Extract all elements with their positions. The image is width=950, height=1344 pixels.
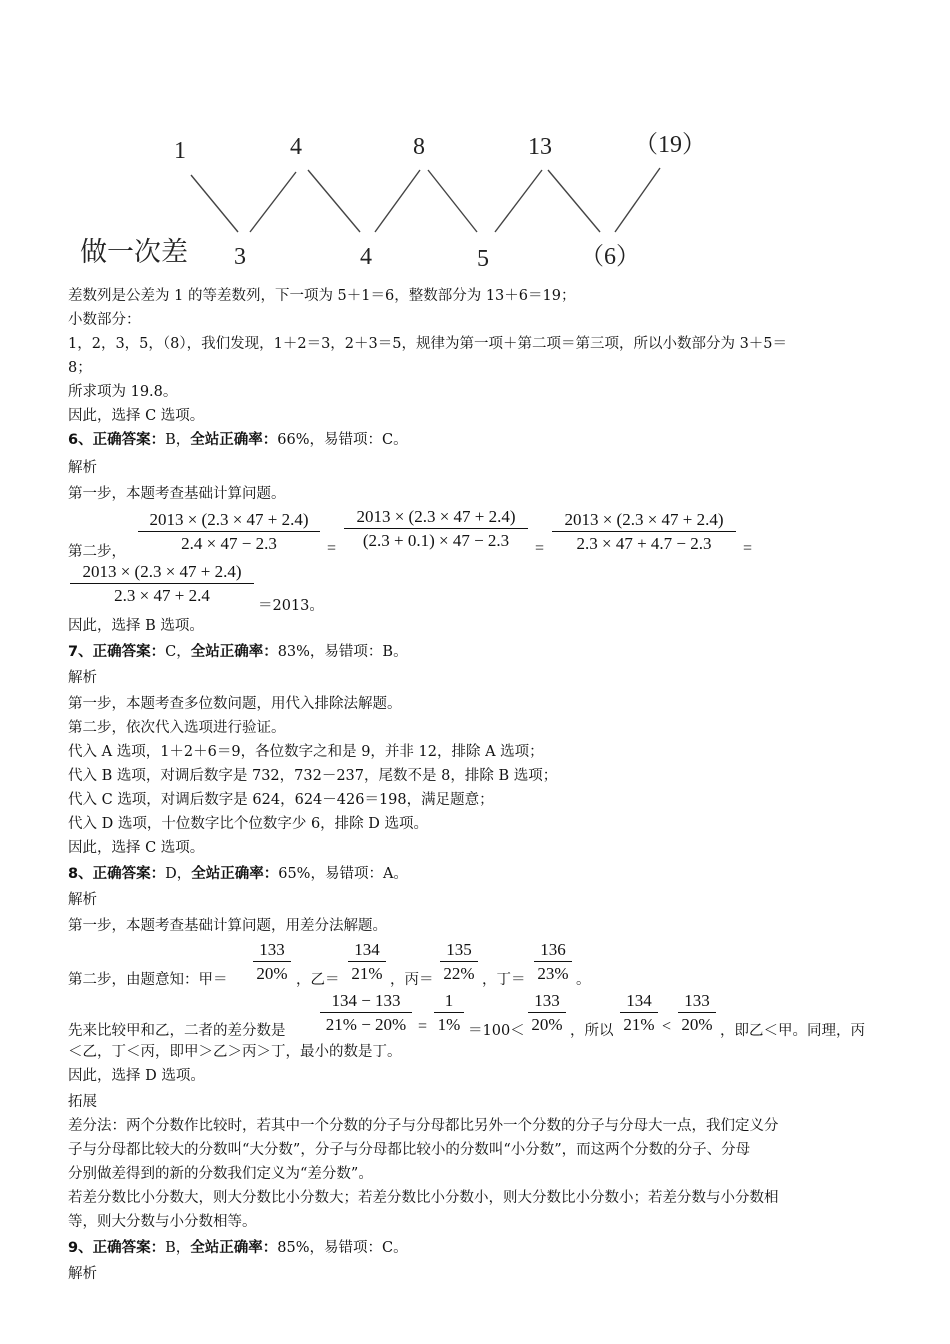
seq-top-5: （19） <box>634 132 706 158</box>
text-line: ，乙＝ <box>296 972 340 988</box>
seq-diff-1: 3 <box>234 244 246 270</box>
text-line: 代入 D 选项，十位数字比个位数字少 6，排除 D 选项。 <box>68 816 429 832</box>
fraction-ding <box>534 940 572 984</box>
text-line: ，即乙＜甲。同理，丙 <box>720 1023 865 1039</box>
fraction-numerator: 2013 × (2.3 × 47 + 2.4) <box>356 507 516 526</box>
analysis-heading: 解析 <box>68 670 97 686</box>
seq-top-2: 4 <box>290 134 302 160</box>
fraction-denominator: 2.4 × 47 − 2.3 <box>181 534 277 553</box>
seq-diff-3: 5 <box>477 246 489 272</box>
rate-value: 66%，易错项：C。 <box>277 432 408 448</box>
text-line: 分别做差得到的新的分数我们定义为“差分数”。 <box>68 1166 373 1182</box>
text-line: 。 <box>576 972 591 988</box>
text-line: 小数部分： <box>68 312 141 328</box>
fraction-yi <box>348 940 386 984</box>
difference-fraction <box>320 991 412 1035</box>
fraction-one-percent <box>434 991 464 1035</box>
q9-number: 9、 <box>68 1240 93 1256</box>
text-line: ，所以 <box>570 1023 614 1039</box>
rate-value: 65%，易错项：A。 <box>278 866 408 882</box>
q8-number: 8、 <box>68 866 93 882</box>
q7-number: 7、 <box>68 644 93 660</box>
text-line: 1，2，3，5，（8），我们发现，1＋2＝3，2＋3＝5，规律为第一项＋第二项＝第三项，所以小数部分为 3＋5＝ <box>68 336 788 352</box>
rate-label: 全站正确率： <box>191 866 279 882</box>
answer-label: 正确答案： <box>92 1240 166 1256</box>
difference-sequence-figure <box>70 120 730 280</box>
fraction-numerator: 133 <box>684 991 710 1010</box>
text-line: 代入 C 选项，对调后数字是 624，624－426＝198，满足题意； <box>68 792 494 808</box>
figure-label: 做一次差 <box>80 237 188 268</box>
fraction-denominator: 1% <box>437 1015 461 1034</box>
equals-sign: = <box>418 1018 428 1035</box>
answer-value: B， <box>165 1240 191 1256</box>
fraction-denominator: 2.3 × 47 + 4.7 − 2.3 <box>576 534 712 553</box>
connector-line <box>308 170 360 232</box>
answer-value: D， <box>165 866 192 882</box>
text-line: 所求项为 19.8。 <box>68 384 178 400</box>
text-line: 第二步，依次代入选项进行验证。 <box>68 720 286 736</box>
analysis-heading: 解析 <box>68 1266 97 1282</box>
fraction-jia-compare <box>528 991 566 1035</box>
fraction-numerator: 133 <box>534 991 560 1010</box>
seq-diff-2: 4 <box>360 244 372 270</box>
analysis-heading: 解析 <box>68 460 97 476</box>
fraction-denominator: 2.3 × 47 + 2.4 <box>114 586 210 605</box>
q6-number: 6、 <box>68 432 93 448</box>
connector-line <box>615 168 660 232</box>
connector-line <box>191 175 238 232</box>
seq-diff-4: （6） <box>580 244 640 270</box>
fraction-denominator: 22% <box>443 964 475 983</box>
text-line: 第二步， <box>68 544 126 560</box>
fraction-denominator: 20% <box>531 1015 563 1034</box>
rate-value: 85%，易错项：C。 <box>277 1240 408 1256</box>
rate-value: 83%，易错项：B。 <box>277 644 408 660</box>
text-line: 若差分数比小分数大，则大分数比小分数大；若差分数比小分数小，则大分数比小分数小；若差分数与小分数相 <box>68 1190 779 1206</box>
fraction-numerator: 134 <box>354 940 380 959</box>
fraction-yi-compare <box>620 991 658 1035</box>
answer-value: C， <box>165 644 191 660</box>
rate-label: 全站正确率： <box>190 644 278 660</box>
answer-label: 正确答案： <box>92 866 166 882</box>
fraction-numerator: 2013 × (2.3 × 47 + 2.4) <box>149 510 309 529</box>
connector-line <box>375 170 420 232</box>
fraction-4 <box>70 562 254 606</box>
text-line: 子与分母都比较大的分数叫“大分数”，分子与分母都比较小的分数叫“小分数”，而这两个分数的分子、分母 <box>68 1142 751 1158</box>
text-line: 差分法：两个分数作比较时，若其中一个分数的分子与分母都比另外一个分数的分子与分母大一点，我们定义分 <box>68 1118 779 1134</box>
extension-heading: 拓展 <box>68 1094 97 1110</box>
text-line: 8； <box>68 360 92 376</box>
seq-top-3: 8 <box>413 134 425 160</box>
text-line: 第一步，本题考查基础计算问题，用差分法解题。 <box>68 918 387 934</box>
fraction-numerator: 136 <box>540 940 566 959</box>
answer-label: 正确答案： <box>92 644 166 660</box>
answer-value: B， <box>165 432 191 448</box>
fraction-2 <box>344 507 528 551</box>
q8-header <box>68 865 408 883</box>
fraction-denominator: (2.3 + 0.1) × 47 − 2.3 <box>362 531 510 550</box>
text-line: 代入 B 选项，对调后数字是 732，732－237，尾数不是 8，排除 B 选项； <box>68 768 558 784</box>
fraction-numerator: 133 <box>259 940 285 959</box>
seq-top-4: 13 <box>528 134 552 160</box>
rate-label: 全站正确率： <box>190 1240 278 1256</box>
text-line: 先来比较甲和乙，二者的差分数是 <box>68 1023 286 1039</box>
connector-line <box>250 172 296 232</box>
q6-header <box>68 431 408 449</box>
fraction-1 <box>138 510 320 554</box>
text-line: 第二步，由题意知：甲＝ <box>68 972 228 988</box>
connector-line <box>495 170 542 232</box>
text-line: 第一步，本题考查多位数问题，用代入排除法解题。 <box>68 696 402 712</box>
text-line: 因此，选择 C 选项。 <box>68 408 205 424</box>
equals-sign: = <box>535 540 545 557</box>
fraction-denominator: 20% <box>681 1015 713 1034</box>
q9-header <box>68 1239 408 1257</box>
result-text: ＝2013。 <box>258 598 324 614</box>
text-line: ＝100＜ <box>468 1023 525 1039</box>
text-line: 差数列是公差为 1 的等差数列，下一项为 5＋1＝6，整数部分为 13＋6＝19； <box>68 288 576 304</box>
text-line: 代入 A 选项，1＋2＋6＝9，各位数字之和是 9，并非 12，排除 A 选项； <box>68 744 544 760</box>
text-line: 等，则大分数与小分数相等。 <box>68 1214 257 1230</box>
text-line: 因此，选择 B 选项。 <box>68 618 204 634</box>
fraction-numerator: 2013 × (2.3 × 47 + 2.4) <box>564 510 724 529</box>
connector-line <box>548 170 600 232</box>
fraction-numerator: 2013 × (2.3 × 47 + 2.4) <box>82 562 242 581</box>
fraction-denominator: 21% − 20% <box>325 1015 407 1034</box>
seq-top-1: 1 <box>174 138 186 164</box>
text-line: ，丙＝ <box>390 972 434 988</box>
equals-sign: = <box>327 540 337 557</box>
text-line: 第一步，本题考查基础计算问题。 <box>68 486 286 502</box>
analysis-heading: 解析 <box>68 892 97 908</box>
q7-header <box>68 643 408 661</box>
fraction-numerator: 134 − 133 <box>331 991 401 1010</box>
fraction-numerator: 134 <box>626 991 652 1010</box>
fraction-3 <box>552 510 736 554</box>
text-line: 因此，选择 D 选项。 <box>68 1068 205 1084</box>
text-line: ＜乙，丁＜丙，即甲＞乙＞丙＞丁，最小的数是丁。 <box>68 1044 402 1060</box>
fraction-jia-compare-2 <box>678 991 716 1035</box>
fraction-denominator: 21% <box>623 1015 655 1034</box>
fraction-numerator: 135 <box>446 940 472 959</box>
fraction-bing <box>440 940 478 984</box>
equals-sign: = <box>743 540 753 557</box>
text-line: ，丁＝ <box>482 972 526 988</box>
text-line: 因此，选择 C 选项。 <box>68 840 205 856</box>
fraction-denominator: 23% <box>537 964 569 983</box>
connector-line <box>428 170 477 232</box>
fraction-jia <box>253 940 291 984</box>
answer-label: 正确答案： <box>92 432 166 448</box>
less-than-sign: < <box>662 1018 672 1035</box>
fraction-numerator: 1 <box>444 991 454 1010</box>
fraction-denominator: 21% <box>351 964 383 983</box>
fraction-denominator: 20% <box>256 964 288 983</box>
rate-label: 全站正确率： <box>190 432 278 448</box>
